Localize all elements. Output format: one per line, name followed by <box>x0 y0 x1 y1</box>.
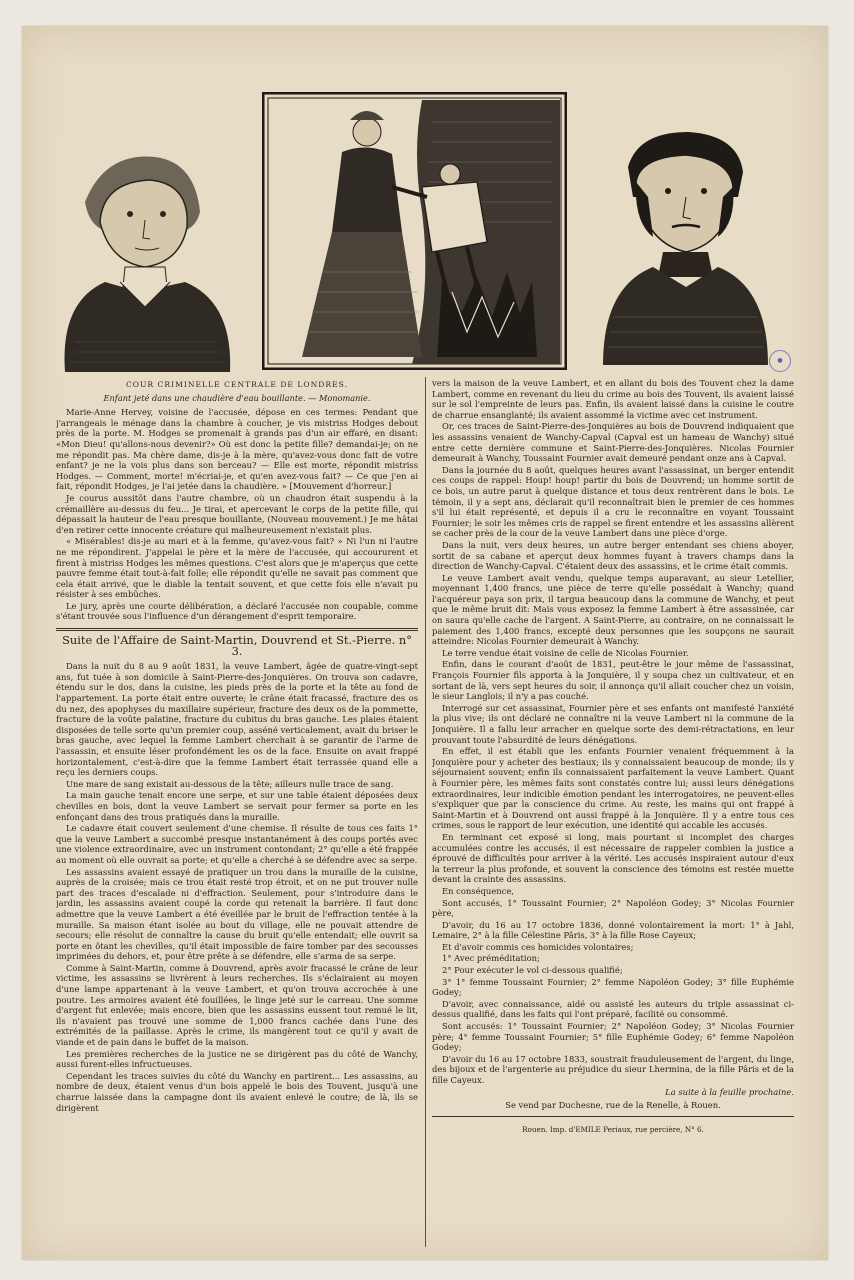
paragraph: Sont accusés: 1° Toussaint Fournier; 2° Napoléon Godey; 3° Nicolas Fournier père; 4° femme Toussaint Fournier; 5° fille Euphémie Godey; 6° femme Napoléon Godey; <box>432 1021 794 1053</box>
right-column <box>432 378 794 1248</box>
paragraph: En effet, il est établi que les enfants Fournier venaient fréquemment à la Jonquière pour y acheter des bestiaux; ils y connaissaient beaucoup de monde; ils y séjournaient souvent; enfin ils connaissaient parfaitement la veuve Lambert. Quant à Fournier père, les mêmes faits sont constatés contre lui; aussi leurs dénégations extraordinaires, leur indicible émotion pendant les interrogatoires, ne peuvent-elles s'expliquer que par la conscience du crime. Au reste, les mains qui ont frappé à Saint-Martin et à Douvrend ont aussi frappé à la Jonquière. Il y a entre tous ces crimes, sous le rapport de leur exécution, une identité qui accable les accusés. <box>432 746 794 831</box>
woodcut-scene-cauldron <box>262 92 567 370</box>
paragraph: Cependant les traces suivies du côté du Wanchy en partirent... Les assassins, au nombre de deux, étaient venus d'un bois appelé le bois des Touvent, jusqu'à une charrue laissée dans la campagne dont ils avaient enlevé le coutre; de là, ils se dirigèrent <box>56 1070 418 1113</box>
library-stamp: ● <box>769 350 791 372</box>
paragraph: D'avoir, avec connaissance, aidé ou assisté les auteurs du triple assassinat ci-dessus qualifié, dans les faits qui l'ont préparé, facilité ou consommé. <box>432 998 794 1020</box>
paragraph: En conséquence, <box>442 885 514 896</box>
paragraph: Le jury, après une courte délibération, a déclaré l'accusée non coupable, comme s'étant trouvée sous l'influence d'un dérangement d'esprit temporaire. <box>56 600 418 622</box>
left-column <box>56 378 418 1248</box>
paragraph: 3° 1° femme Toussaint Fournier; 2° femme Napoléon Godey; 3° fille Euphémie Godey; <box>432 976 794 998</box>
column-divider <box>425 377 426 1247</box>
section-title: Suite de l'Affaire de Saint-Martin, Douvrend et St.-Pierre. n° 3. <box>62 633 412 658</box>
paragraph: Enfin, dans le courant d'août de 1831, peut-être le jour même de l'assassinat, François Fournier fils apporta à la Jonquière, il y soupa chez un cultivateur, et en sortant de là, vers sept heures du soir, il annonça qu'il allait coucher chez un voisin, le sieur Langlois; il n'y a pas couché. <box>432 659 794 702</box>
paragraph: Sont accusés, 1° Toussaint Fournier; 2° Napoléon Godey; 3° Nicolas Fournier père, <box>432 897 794 919</box>
paragraph: Une mare de sang existait au-dessous de la tête; ailleurs nulle trace de sang. <box>66 778 394 789</box>
paragraph: 1° Avec préméditation; <box>442 953 540 964</box>
woodcut-portrait-woman <box>55 142 240 372</box>
article-heading: COUR CRIMINELLE CENTRALE DE LONDRES. <box>125 380 349 389</box>
paragraph: vers la maison de la veuve Lambert, et en allant du bois des Touvent chez la dame Lambert, comme en revenant du lieu du crime au bois des Touvent, ils avaient laissé sur le sol l'empreinte de leurs pas. Enfin, ils avaient laissé dans la cuisine le coutre de charrue ensanglanté; ils avaient assommé la victime avec cet instrument. <box>432 378 794 420</box>
paragraph: Interrogé sur cet assassinat, Fournier père et ses enfants ont manifesté l'anxiété la plus vive; ils ont déclaré ne connaître ni la veuve Lambert ni la commune de la Jonquière. Il a fallu leur arracher en quelque sorte des demi-rétractations, en leur prouvant toute l'absurdité de leurs dénégations. <box>432 702 794 745</box>
paragraph: D'avoir, du 16 au 17 octobre 1836, donné volontairement la mort: 1° à Jahl, Lemaire, 2° à la fille Célestine Pâris, 3° à la fille Rose Cayeux; <box>432 919 794 941</box>
paragraph: Les assassins avaient essayé de pratiquer un trou dans la muraille de la cuisine, auprès de la croisée; mais ce trou était resté trop étroit, et on ne put trouver nulle part des traces d'escalade ni d'effraction. Seulement, pour s'introduire dans le jardin, les assassins avaient coupé la corde qui retenait la barrière. Il faut donc admettre que la veuve Lambert a été éveillée par le bruit de l'effraction tentée à la muraille. Sa maison étant isolée au bout du village, elle ne pouvait attendre de secours; elle résolut de connaître la cause du bruit qu'elle entendait; elle ouvrit sa porte en ôtant les chevilles, qu'il était impossible de faire tomber par des secousses imprimées du dehors, et, pour être prête à se défendre, elle s'arma de sa serpe. <box>56 866 418 962</box>
woodcut-portrait-man <box>598 127 773 365</box>
imprint-rule <box>432 1116 794 1117</box>
paragraph: 2° Pour exécuter le vol ci-dessous qualifié; <box>442 965 623 976</box>
vendor-line: Se vend par Duchesne, rue de la Renelle, à Rouen. <box>505 1100 721 1111</box>
printer-imprint: Rouen. Imp. d'EMILE Periaux, rue percière, N° 6. <box>522 1124 704 1134</box>
section-divider <box>56 628 418 631</box>
paragraph: D'avoir du 16 au 17 octobre 1833, soustrait frauduleusement de l'argent, du linge, des bijoux et de l'argenterie au préjudice du sieur Lhermina, de la fille Pâris et de la fille Cayeux. <box>432 1053 794 1085</box>
paragraph: Dans la nuit, vers deux heures, un autre berger entendant ses chiens aboyer, sortit de sa cabane et aperçut deux hommes fuyant à travers champs dans la direction de Wanchy-Capval. C'étaient deux des assassins, et le crime était commis. <box>432 539 794 572</box>
paragraph: Et d'avoir commis ces homicides volontaires; <box>442 941 634 952</box>
paragraph: Le terre vendue était voisine de celle de Nicolas Fournier. <box>442 647 689 658</box>
continuation-note: La suite à la feuille prochaine. <box>665 1086 794 1097</box>
paragraph: Les premières recherches de la justice ne se dirigèrent pas du côté de Wanchy, aussi furent-elles infructueuses. <box>56 1048 418 1070</box>
paragraph: En terminant cet exposé si long, mais pourtant si incomplet des charges accumulées contre les accusés, il est nécessaire de rappeler combien la justice a éprouvé de difficultés pour arriver à la vérité. Les accusés inspiraient autour d'eux la terreur la plus profonde, et souvent la conscience des témoins est restée muette devant la crainte des assassins. <box>432 831 794 885</box>
paragraph: Comme à Saint-Martin, comme à Douvrend, après avoir fracassé le crâne de leur victime, les assassins se livrèrent à leurs recherches. Ils s'éclairaient au moyen d'une lampe appartenant à la veuve Lambert, et qu'on trouva accrochée à une poutre. Les armoires avaient été fouillées, le linge jeté sur le carreau. Une somme d'argent fut enlevée; mais encore, bien que les assassins eussent tout remué le lit, ils n'avaient pas trouvé une somme de 1,000 francs cachée dans l'une des extrémités de la paillasse. Après le crime, ils mangèrent tout ce qu'il y avait de viande et de pain dans le buffet de la maison. <box>56 962 418 1048</box>
paragraph: La main gauche tenait encore une serpe, et sur une table étaient déposées deux chevilles en bois, dont la veuve Lambert se servait pour fermer sa porte en les enfonçant dans des trous pratiqués dans la muraille. <box>56 790 418 822</box>
paragraph: Le cadavre était couvert seulement d'une chemise. Il résulte de tous ces faits 1° que la veuve Lambert a succombé presque instantanément à des coups portés avec une violence extraordinaire, avec un instrument contondant; 2° qu'elle a été frappée au moment où elle ouvrait sa porte; et qu'elle a cherché à se défendre avec sa serpe. <box>56 823 418 865</box>
article-subheading: Enfant jeté dans une chaudière d'eau bouillante. — Monomanie. <box>103 392 371 403</box>
paragraph: Dans la nuit du 8 au 9 août 1831, la veuve Lambert, âgée de quatre-vingt-sept ans, fut tuée à son domicile à Saint-Pierre-des-Jonquières. On trouva son cadavre, étendu sur le dos, dans la cuisine, les pieds près de la porte et la tête au fond de l'appartement. La porte était entre ouverte; le crâne était fracassé, fracture des os du nez, des apophyses du maxillaire supérieur, fracture des deux os de la pommette, fracture de la voûte palatine, fracture du cubitus du bras gauche. Les plaies étaient disposées de telle sorte qu'un premier coup, asséné verticalement, avait du briser le bras gauche, avec lequel la femme Lambert cherchait à se garantir de l'arme de l'assassin, et ensuite léser profondément les os de la face. Ensuite on avait frappé horizontalement, c'est-à-dire que la femme Lambert était terrassée quand elle a reçu les derniers coups. <box>56 661 418 778</box>
paragraph: Or, ces traces de Saint-Pierre-des-Jonquières au bois de Douvrend indiquaient que les assassins venaient de Wanchy-Capval (Capval est un hameau de Wanchy) situé entre cette dernière commune et Saint-Pierre-des-Jonquières. Nicolas Fournier demeurait à Wanchy, Toussaint Fournier avait demeuré pendant onze ans à Capval. <box>432 421 794 464</box>
paragraph: Je courus aussitôt dans l'autre chambre, où un chaudron était suspendu à la crémaillère au-dessus du feu... Je tirai, et apercevant le corps de la petite fille, qui dépassait la hauteur de l'eau presque bouillante, (Nouveau mouvement.) Je me hâtai d'en retirer cette innocente créature qui malheureusement n'existait plus. <box>56 492 418 535</box>
paragraph: Le veuve Lambert avait vendu, quelque temps auparavant, au sieur Letellier, moyennant 1,400 francs, une pièce de terre qu'elle possédait à Wanchy; quand l'acquéreur paya son prix, il targua beaucoup dans la commune de Wanchy, et peut que le même bruit dit: Mais vous exposez la femme Lambert à être assassinée, car on saura qu'elle cache de l'argent. A Saint-Pierre, au contraire, on ne connaissait le paiement des 1,400 francs, excepté deux personnes que les soupçons ne saurait atteindre: Nicolas Fournier demeurait à Wanchy. <box>432 572 794 647</box>
paragraph: Dans la journée du 8 août, quelques heures avant l'assassinat, un berger entendit ces coups de rappel: Houp! houp! partir du bois de Douvrend; un homme sortit de ce bois, un autre parut à quelque distance et tous deux rentrèrent dans le bois. Le témoin, il y a sept ans, déclarait qu'il reconnaîtrait bien le premier de ces hommes s'il lui était représenté, et depuis il a cru le reconnaître en voyant Toussaint Fournier; le soir les mêmes cris de rappel se firent entendre et les assassins allèrent se cacher près de la cour de la veuve Lambert dans une pièce d'orge. <box>432 464 794 539</box>
paragraph: « Misérables! dis-je au mari et à la femme, qu'avez-vous fait? » Ni l'un ni l'autre ne me répondirent. J'appelai le père et la mère de l'accusée, qui accoururent et firent à mistriss Hodges les mêmes questions. C'est alors que je m'aperçus que cette pauvre femme était tout-à-fait folle; elle répondit qu'elle ne savait pas comment que cela était arrivé, que le diable la tentait souvent, et que cette fois elle n'avait pu résister à ses embûches. <box>56 536 418 600</box>
paragraph: Marie-Anne Hervey, voisine de l'accusée, dépose en ces termes: Pendant que j'arrangeais le ménage dans la chambre à coucher, je vis mistriss Hodges debout près de la porte. M. Hodges se promenait à grands pas d'un air effaré, en disant: «Mon Dieu! qu'allons-nous devenir?» Où est donc la petite fille? demandai-je; on ne me répondit pas. Ma chère dame, dis-je à la mère, qu'avez-vous donc fait de votre enfant? je ne la vois plus dans son berceau? — Elle est morte, répondit mistriss Hodges. — Comment, morte! m'écriai-je, et qu'en avez-vous fait? — Ce que j'en ai fait, répondit Hodges, je l'ai jetée dans la chaudière. » [Mouvement d'horreur.] <box>56 407 418 492</box>
